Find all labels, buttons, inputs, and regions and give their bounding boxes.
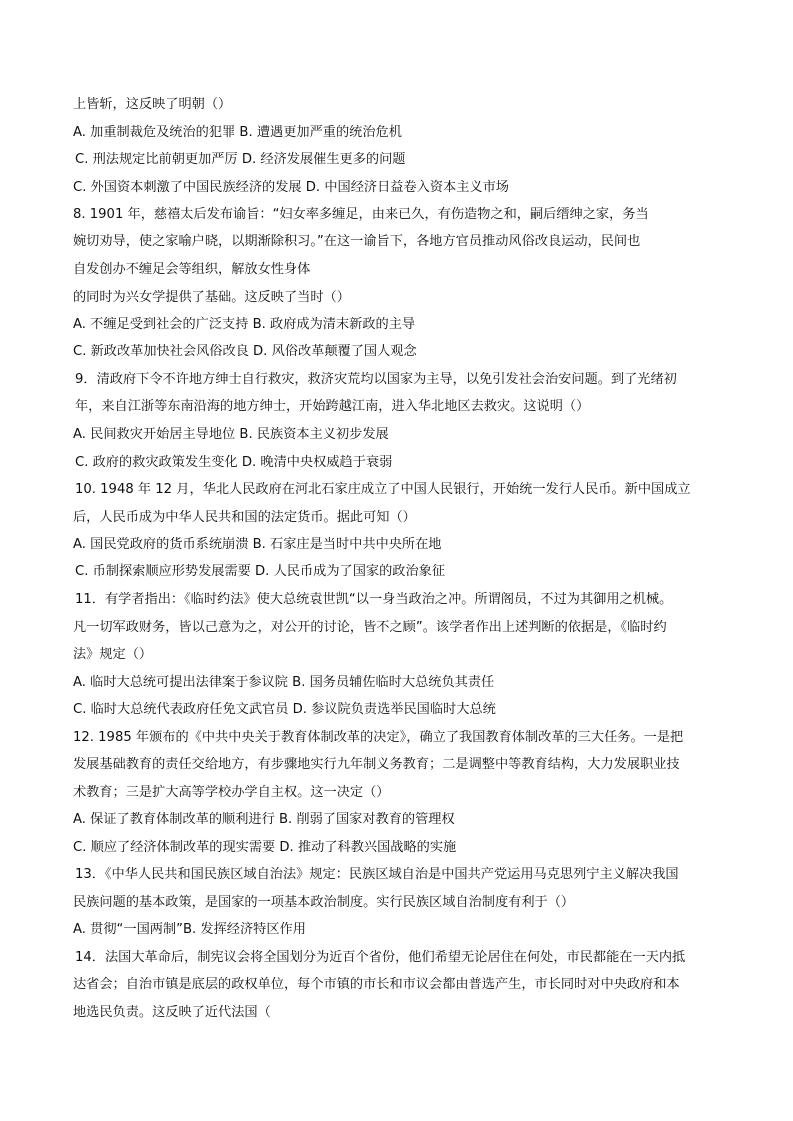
question-9-line: 9．清政府下令不许地方绅士自行救灾，救济灾荒均以国家为主导，以免引发社会治安问题。到了光绪初 [75, 372, 677, 387]
option-line: A. 保证了教育体制改革的顺利进行 B. 削弱了国家对教育的管理权 [73, 812, 455, 827]
question-12-line: 发展基础教育的责任交给地方，有步骤地实行九年制义务教育；二是调整中等教育结构，大力发展职业技 [73, 757, 680, 772]
option-line: A. 不缠足受到社会的广泛支持 B. 政府成为清末新政的主导 [73, 317, 416, 332]
question-13-line: 民族问题的基本政策，是国家的一项基本政治制度。实行民族区域自治制度有利于（） [73, 895, 575, 910]
question-14-line: 14．法国大革命后，制宪议会将全国划分为近百个省份，他们希望无论居住在何处，市民都能在一天内抵 [75, 950, 686, 965]
question-14-line: 地选民负责。这反映了近代法国（ [73, 1005, 271, 1020]
option-line: C. 新政改革加快社会风俗改良 D. 风俗改革颠覆了国人观念 [73, 344, 417, 359]
option-line: C. 外国资本刺激了中国民族经济的发展 D. 中国经济日益卷入资本主义市场 [73, 180, 509, 195]
question-10-line: 10. 1948 年 12 月，华北人民政府在河北石家庄成立了中国人民银行，开始统一发行人民币。新中国成立 [75, 482, 691, 497]
question-8-line: 自发创办不缠足会等组织，解放女性身体 [73, 262, 311, 277]
option-line: C. 币制探索顺应形势发展需要 D. 人民币成为了国家的政治象征 [75, 564, 446, 579]
question-9-line: 年，来自江浙等东南沿海的地方绅士，开始跨越江南，进入华北地区去救灾。这说明（） [75, 399, 590, 414]
option-line: C. 临时大总统代表政府任免文武官员 D. 参议院负责选举民国临时大总统 [73, 702, 496, 717]
question-8-line: 婉切劝导，使之家喻户晓，以期渐除积习。”在这一谕旨下，各地方官员推动风俗改良运动，民间也 [73, 234, 641, 249]
question-11-line: 凡一切军政财务，皆以己意为之，对公开的讨论，皆不之顾”。该学者作出上述判断的依据是，《临时约 [73, 620, 667, 635]
question-11-line: 法》规定（） [73, 647, 153, 662]
question-11-line: 11．有学者指出：《临时约法》使大总统袁世凯“以一身当政治之冲。所谓阁员，不过为其御用之机械。 [75, 592, 673, 607]
question-13-line: 13．《中华人民共和国民族区域自治法》规定：民族区域自治是中国共产党运用马克思列宁主义解决我国 [75, 867, 679, 882]
option-line: C. 政府的救灾政策发生变化 D. 晚清中央权威趋于衰弱 [75, 455, 393, 470]
option-line: C. 顺应了经济体制改革的现实需要 D. 推动了科教兴国战略的实施 [73, 840, 457, 855]
option-line: A. 贯彻“一国两制”B. 发挥经济特区作用 [73, 922, 306, 937]
question-8-line: 的同时为兴女学提供了基础。这反映了当时（） [73, 290, 350, 305]
option-line: A. 民间救灾开始居主导地位 B. 民族资本主义初步发展 [73, 427, 389, 442]
question-14-line: 达省会；自治市镇是底层的政权单位，每个市镇的市长和市议会都由普选产生，市长同时对中央政府和本 [73, 977, 680, 992]
question-12-line: 12. 1985 年颁布的《中共中央关于教育体制改革的决定》，确立了我国教育体制改革的三大任务。一是把 [73, 730, 684, 745]
option-line: C. 刑法规定比前朝更加严厉 D. 经济发展催生更多的问题 [75, 152, 406, 167]
question-10-line: 后，人民币成为中华人民共和国的法定货币。据此可知（） [73, 510, 416, 525]
question-12-line: 术教育；三是扩大高等学校办学自主权。这一决定（） [73, 785, 390, 800]
text-line: 上皆斩，这反映了明朝（） [73, 97, 232, 112]
option-line: A. 加重制裁危及统治的犯罪 B. 遭遇更加严重的统治危机 [73, 125, 402, 140]
question-8-line: 8. 1901 年，慈禧太后发布谕旨：“妇女率多缠足，由来已久，有伤造物之和，嗣后缙绅之家，务当 [73, 207, 649, 222]
option-line: A. 国民党政府的货币系统崩溃 B. 石家庄是当时中共中央所在地 [73, 537, 442, 552]
option-line: A. 临时大总统可提出法律案于参议院 B. 国务员辅佐临时大总统负其责任 [73, 675, 495, 690]
